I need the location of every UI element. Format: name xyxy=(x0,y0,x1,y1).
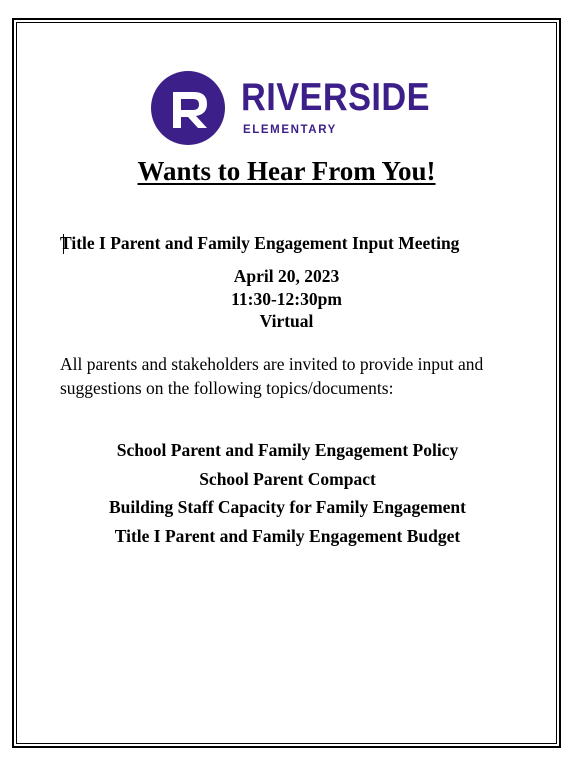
headline xyxy=(0,154,573,188)
topic-item: Title I Parent and Family Engagement Budget xyxy=(114,526,461,546)
topic-item: School Parent and Family Engagement Policy xyxy=(116,440,459,460)
logo-name: RIVERSIDE xyxy=(241,76,430,119)
meeting-time: 11:30-12:30pm xyxy=(231,289,342,309)
riverside-r-icon xyxy=(150,70,230,146)
intro-paragraph: All parents and stakeholders are invited to provide input and suggestions on the following topics/documents: xyxy=(60,354,484,398)
topic-item: Building Staff Capacity for Family Engagement xyxy=(109,497,466,517)
topic-item: School Parent Compact xyxy=(199,469,376,489)
meeting-location: Virtual xyxy=(259,311,314,331)
headline-text: Wants to Hear From You! xyxy=(137,156,436,186)
meeting-title: Title I Parent and Family Engagement Input Meeting xyxy=(60,233,460,253)
school-logo xyxy=(150,70,430,146)
logo-subtitle: ELEMENTARY xyxy=(243,124,337,136)
meeting-date: April 20, 2023 xyxy=(233,266,340,286)
